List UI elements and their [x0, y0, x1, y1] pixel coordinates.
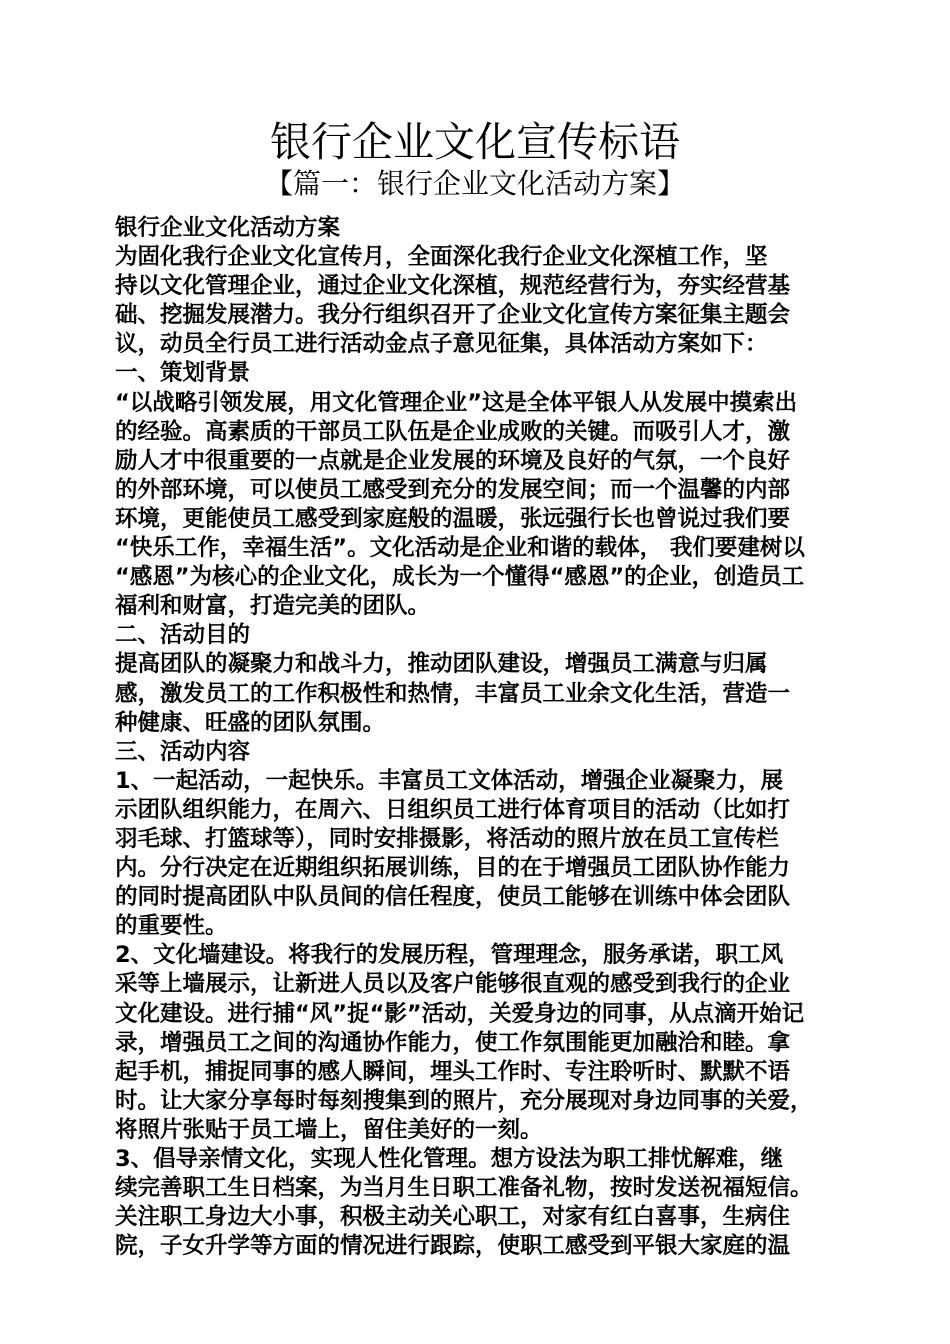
body-text-line: 励人才中很重要的一点就是企业发展的环境及良好的气氛，一个良好 — [115, 447, 791, 474]
body-text-line: 续完善职工生日档案，为当月生日职工准备礼物，按时发送祝福短信。 — [115, 1175, 813, 1202]
body-text-line: 三、活动内容 — [115, 738, 251, 765]
body-text-line: “以战略引领发展，用文化管理企业”这是全体平银人从发展中摸索出 — [115, 389, 798, 416]
body-text-line: 的重要性。 — [115, 913, 228, 940]
body-text-line: “感恩”为核心的企业文化，成长为一个懂得“感恩”的企业，创造员工 — [115, 564, 805, 591]
body-text-line: 示团队组织能力，在周六、日组织员工进行体育项目的活动（比如打 — [115, 796, 791, 823]
body-text-line: 将照片张贴于员工墙上，留住美好的一刻。 — [115, 1116, 543, 1143]
body-text-line: 2、文化墙建设。将我行的发展历程，管理理念，服务承诺，职工风 — [115, 942, 784, 969]
body-text-line: 羽毛球、打篮球等），同时安排摄影，将活动的照片放在员工宣传栏 — [115, 825, 779, 852]
body-text-line: 银行企业文化活动方案 — [115, 215, 341, 241]
body-text-line: 种健康、旺盛的团队氛围。 — [115, 709, 386, 736]
body-text-line: 院，子女升学等方面的情况进行跟踪，使职工感受到平银大家庭的温 — [115, 1233, 791, 1260]
body-text-line: 文化建设。进行捕“风”捉“影”活动，关爱身边的同事，从点滴开始记 — [115, 1000, 805, 1027]
body-text-line: 为固化我行企业文化宣传月，全面深化我行企业文化深植工作，坚 — [115, 244, 768, 271]
body-text-line: 的外部环境，可以使员工感受到充分的发展空间；而一个温馨的内部 — [115, 476, 791, 503]
body-text-line: “快乐工作，幸福生活”。文化活动是企业和谐的载体， 我们要建树以 — [115, 535, 805, 562]
body-text-line: 提高团队的凝聚力和战斗力，推动团队建设，增强员工满意与归属 — [115, 651, 768, 678]
body-text-line: 起手机，捕捉同事的感人瞬间，埋头工作时、专注聆听时、默默不语 — [115, 1058, 791, 1085]
body-text-line: 时。让大家分享每时每刻搜集到的照片，充分展现对身边同事的关爱， — [115, 1087, 813, 1114]
body-text-line: 二、活动目的 — [115, 622, 251, 649]
body-text-line: 环境，更能使员工感受到家庭般的温暖，张远强行长也曾说过我们要 — [115, 505, 791, 532]
document-subtitle: 【篇一：银行企业文化活动方案】 — [264, 167, 685, 200]
body-text-line: 内。分行决定在近期组织拓展训练，目的在于增强员工团队协作能力 — [115, 855, 791, 882]
body-text-line: 录，增强员工之间的沟通协作能力，使工作氛围能更加融洽和睦。拿 — [115, 1029, 791, 1056]
body-text-line: 的经验。高素质的干部员工队伍是企业成败的关键。而吸引人才，激 — [115, 418, 791, 445]
body-text-line: 感，激发员工的工作积极性和热情，丰富员工业余文化生活，营造一 — [115, 680, 791, 707]
body-text-line: 持以文化管理企业，通过企业文化深植，规范经营行为，夯实经营基 — [115, 273, 791, 300]
body-text-line: 1、一起活动，一起快乐。丰富员工文体活动，增强企业凝聚力，展 — [115, 767, 784, 794]
body-text-line: 的同时提高团队中队员间的信任程度，使员工能够在训练中体会团队 — [115, 884, 791, 911]
body-text-line: 福利和财富，打造完美的团队。 — [115, 593, 431, 620]
body-text-line: 议，动员全行员工进行活动金点子意见征集，具体活动方案如下： — [115, 331, 768, 358]
body-text-line: 采等上墙展示，让新进人员以及客户能够很直观的感受到我行的企业 — [115, 971, 791, 998]
body-text-line: 3、倡导亲情文化，实现人性化管理。想方设法为职工排忧解难，继 — [115, 1146, 784, 1172]
document-body — [115, 214, 840, 1261]
body-text-line: 一、策划背景 — [115, 360, 251, 387]
body-text-line: 础、挖掘发展潜力。我分行组织召开了企业文化宣传方案征集主题会 — [115, 302, 791, 329]
body-text-line: 关注职工身边大小事，积极主动关心职工，对家有红白喜事，生病住 — [115, 1204, 791, 1231]
document-title: 银行企业文化宣传标语 — [270, 118, 680, 166]
